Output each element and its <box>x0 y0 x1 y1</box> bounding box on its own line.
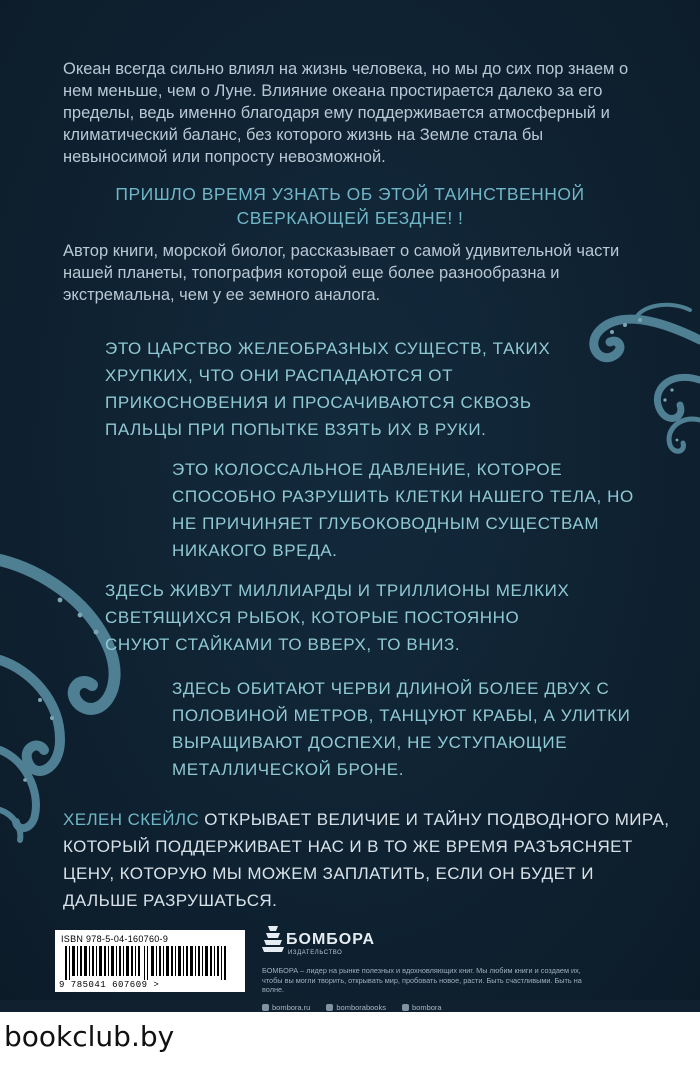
barcode <box>55 930 245 992</box>
closing-text: ОТКРЫВАЕТ ВЕЛИЧИЕ И ТАЙНУ ПОДВОДНОГО МИРА, КОТОРЫЙ ПОДДЕРЖИВАЕТ НАС И В ТО ЖЕ ВРЕМЯ РАЗЪЯСНЯЕТ ЦЕНУ, КОТОРУЮ МЫ МОЖЕМ ЗАПЛАТИТЬ, ЕСЛИ ОН БУДЕТ И ДАЛЬШЕ РАЗРУШАТЬСЯ. <box>63 810 670 910</box>
social-books[interactable]: bomborabooks <box>326 1003 386 1012</box>
closing-paragraph <box>63 806 673 914</box>
intro-paragraph: Океан всегда сильно влиял на жизнь человека, но мы до сих пор знаем о нем меньше, чем о Луне. Влияние океана простирается далеко за его пределы, ведь именно благодаря ему поддерживается атмосферный и климатический баланс, без которого жизнь на Земле стала бы невыносимой или попросту невозможной. <box>63 60 629 166</box>
watermark-text: bookclub.by <box>4 1020 175 1053</box>
author-name: ХЕЛЕН СКЕЙЛС <box>63 810 200 829</box>
social-handle[interactable]: bombora <box>402 1003 442 1012</box>
headline: ПРИШЛО ВРЕМЯ УЗНАТЬ ОБ ЭТОЙ ТАИНСТВЕННОЙ СВЕРКАЮЩЕЙ БЕЗДНЕ! ! <box>115 184 585 228</box>
social-site[interactable]: bombora.ru <box>262 1003 310 1012</box>
barcode-number: 9 785041 607609 > <box>59 980 160 990</box>
social-network-icon <box>402 1004 409 1011</box>
feature-block-fish: ЗДЕСЬ ЖИВУТ МИЛЛИАРДЫ И ТРИЛЛИОНЫ МЕЛКИХ СВЕТЯЩИХСЯ РЫБОК, КОТОРЫЕ ПОСТОЯННО СНУЮТ СТАЙКАМИ ТО ВВЕРХ, ТО ВНИЗ. <box>105 581 570 654</box>
vk-icon <box>326 1004 333 1011</box>
publisher-blurb: БОМБОРА – лидер на рынке полезных и вдохновляющих книг. Мы любим книги и создаем их, чтобы вы могли творить, открывать мир, пробовать новое, расти. Быть счастливыми. Быть на волне. <box>262 966 582 994</box>
feature-block-worms: ЗДЕСЬ ОБИТАЮТ ЧЕРВИ ДЛИНОЙ БОЛЕЕ ДВУХ С ПОЛОВИНОЙ МЕТРОВ, ТАНЦУЮТ КРАБЫ, А УЛИТКИ ВЫРАЩИВАЮТ ДОСПЕХИ, НЕ УСТУПАЮЩИЕ МЕТАЛЛИЧЕСКОЙ БРОНЕ. <box>172 679 631 779</box>
globe-icon <box>262 1004 269 1011</box>
feature-block-pressure: ЭТО КОЛОССАЛЬНОЕ ДАВЛЕНИЕ, КОТОРОЕ СПОСОБНО РАЗРУШИТЬ КЛЕТКИ НАШЕГО ТЕЛА, НО НЕ ПРИЧИНЯЕТ ГЛУБОКОВОДНЫМ СУЩЕСТВАМ НИКАКОГО ВРЕДА. <box>172 460 634 560</box>
author-paragraph: Автор книги, морской биолог, рассказывает о самой удивительной части нашей планеты, топография которой еще более разнообразна и экстремальна, чем у ее земного аналога. <box>63 242 620 304</box>
publisher-subtitle: ИЗДАТЕЛЬСТВО <box>288 950 343 956</box>
publisher-socials <box>262 1003 442 1012</box>
feature-block-jelly: ЭТО ЦАРСТВО ЖЕЛЕОБРАЗНЫХ СУЩЕСТВ, ТАКИХ ХРУПКИХ, ЧТО ОНИ РАСПАДАЮТСЯ ОТ ПРИКОСНОВЕНИЯ И ПРОСАЧИВАЮТСЯ СКВОЗЬ ПАЛЬЦЫ ПРИ ПОПЫТКЕ ВЗЯТЬ ИХ В РУКИ. <box>105 339 551 439</box>
isbn-label: ISBN 978-5-04-160760-9 <box>61 934 169 944</box>
barcode-bars <box>65 946 237 980</box>
bombora-logo-icon <box>262 924 284 954</box>
publisher-name: БОМБОРА <box>286 931 376 948</box>
